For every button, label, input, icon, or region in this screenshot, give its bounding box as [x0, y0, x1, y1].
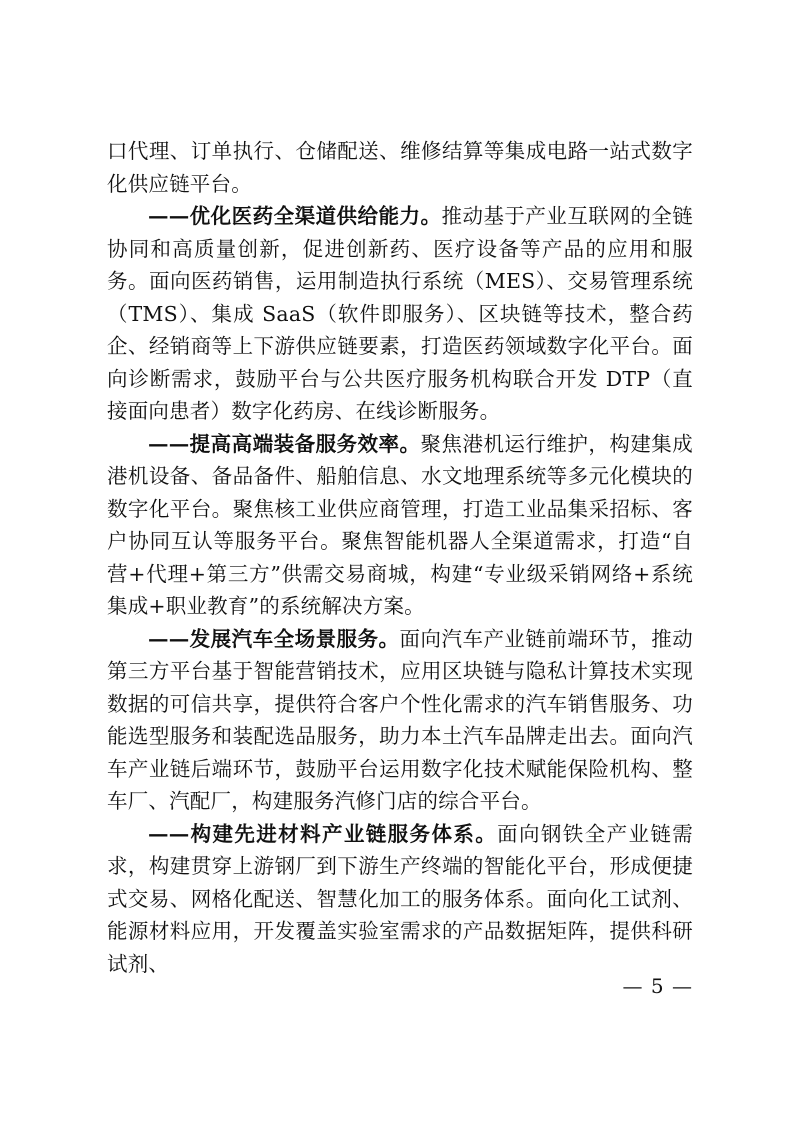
paragraph-text: 推动基于产业互联网的全链协同和高质量创新，促进创新药、医疗设备等产品的应用和服务。面向医药销售，运用制造执行系统（MES）、交易管理系统（TMS）、集成 SaaS（软件即服务）、区块链等技术，整合药企、经销商等上下游供应链要素，打造医药领域数字化平台。面向诊断需求，鼓励平台与公共医疗服务机构联合开发 DTP（直接面向患者）数字化药房、在线诊断服务。 [107, 204, 693, 423]
paragraph-automotive [107, 623, 693, 818]
paragraph-text: 聚焦港机运行维护，构建集成港机设备、备品备件、船舶信息、水文地理系统等多元化模块的数字化平台。聚焦核工业供应商管理，打造工业品集采招标、客户协同互认等服务平台。聚焦智能机器人全渠道需求，打造“自营+代理+第三方”供需交易商城，构建“专业级采销网络+系统集成+职业教育”的系统解决方案。 [107, 431, 693, 618]
paragraph-text: 面向汽车产业链前端环节，推动第三方平台基于智能营销技术，应用区块链与隐私计算技术实现数据的可信共享，提供符合客户个性化需求的汽车销售服务、功能选型服务和装配选品服务，助力本土汽车品牌走出去。面向汽车产业链后端环节，鼓励平台运用数字化技术赋能保险机构、整车厂、汽配厂，构建服务汽修门店的综合平台。 [107, 626, 693, 813]
paragraph-materials [107, 818, 693, 981]
paragraph-heading: ——构建先进材料产业链服务体系。 [148, 821, 498, 846]
paragraph-equipment [107, 428, 693, 623]
paragraph-text: 面向钢铁全产业链需求，构建贯穿上游钢厂到下游生产终端的智能化平台，形成便捷式交易、网格化配送、智慧化加工的服务体系。面向化工试剂、能源材料应用，开发覆盖实验室需求的产品数据矩阵，提供科研试剂、 [107, 821, 693, 976]
body-text [107, 135, 693, 980]
page-number: — 5 — [622, 974, 693, 998]
paragraph-heading: ——优化医药全渠道供给能力。 [148, 204, 442, 228]
paragraph-heading: ——发展汽车全场景服务。 [148, 626, 400, 651]
paragraph-heading: ——提高高端装备服务效率。 [148, 431, 421, 456]
paragraph-supply-chain-continuation [107, 135, 693, 200]
paragraph-pharma [107, 200, 693, 428]
paragraph-text: 口代理、订单执行、仓储配送、维修结算等集成电路一站式数字化供应链平台。 [107, 139, 693, 196]
